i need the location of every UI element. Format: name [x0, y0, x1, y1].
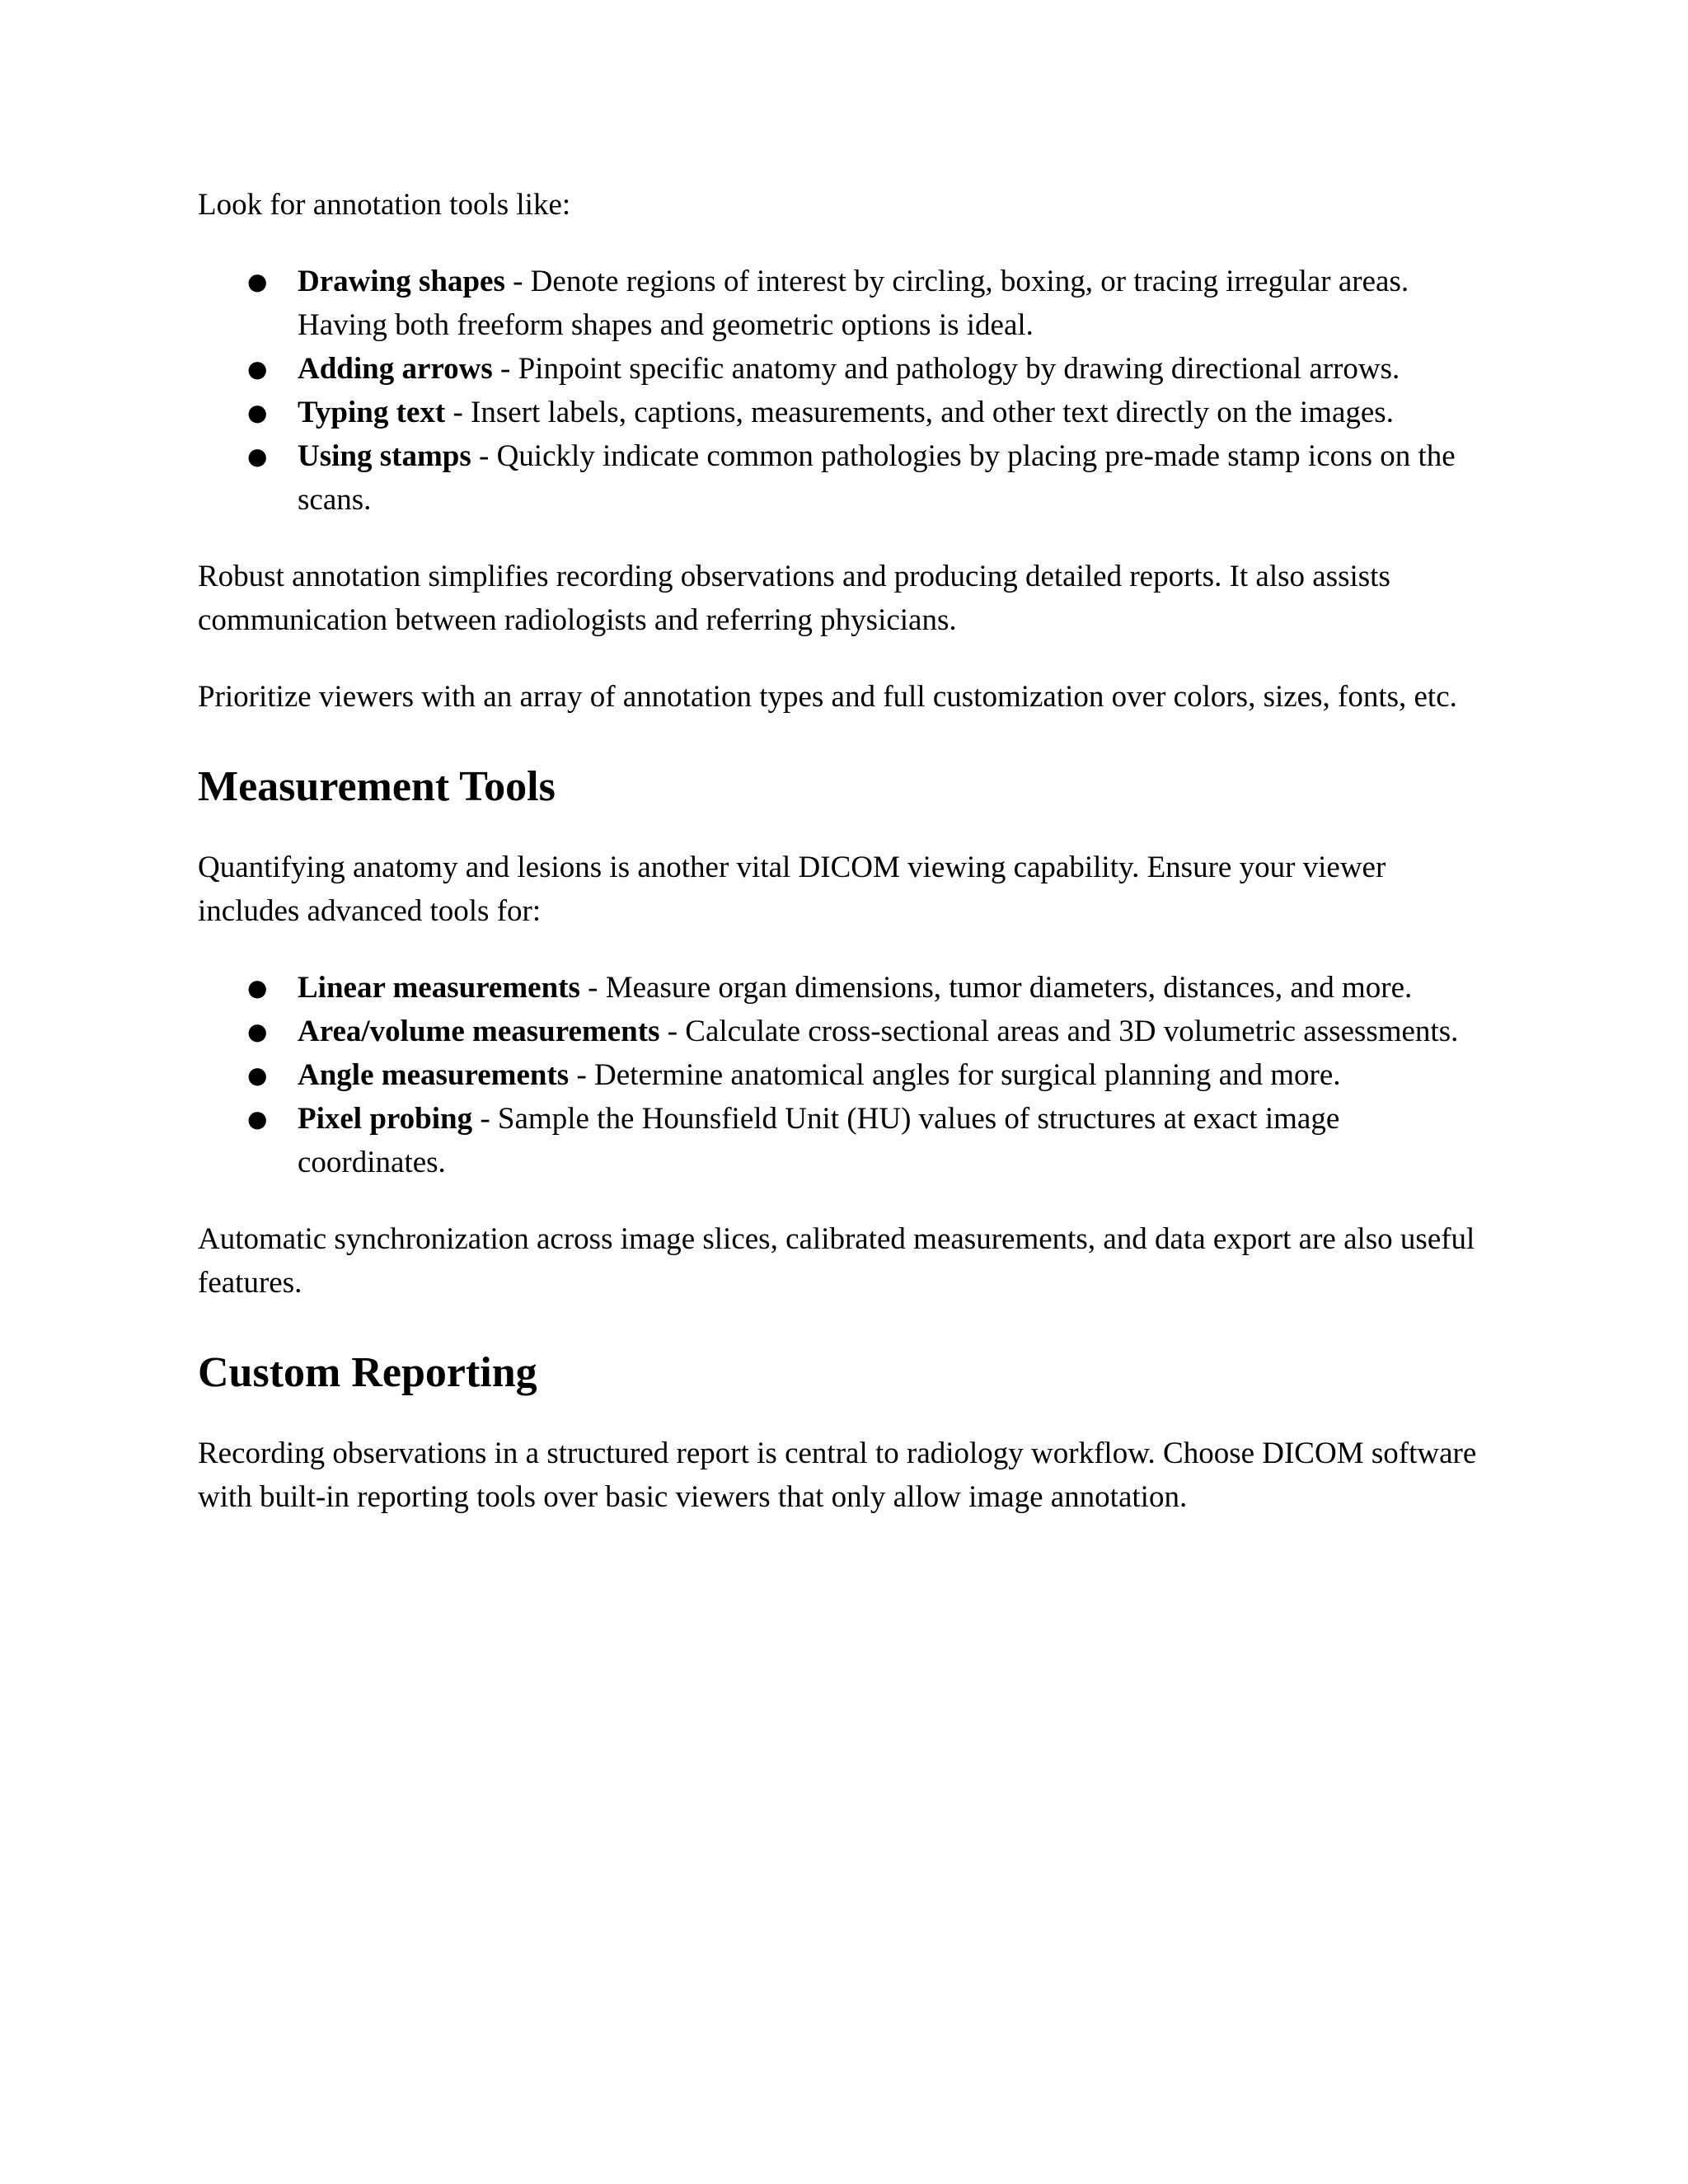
list-item — [198, 1097, 1492, 1184]
measurement-paragraph: Automatic synchronization across image slices, calibrated measurements, and data export are also useful features. — [198, 1222, 1475, 1300]
list-item-desc: - Sample the Hounsfield Unit (HU) values of structures at exact image coordinates. — [298, 1102, 1340, 1179]
reporting-paragraph: Recording observations in a structured report is central to radiology workflow. Choose DICOM software with built-in reporting tools over basic viewers that only allow image annotation. — [198, 1436, 1477, 1514]
list-item — [198, 1053, 1492, 1097]
list-item-desc: - Denote regions of interest by circling, boxing, or tracing irregular areas. Having both freeform shapes and geometric options is ideal. — [298, 265, 1409, 342]
list-item-desc: - Pinpoint specific anatomy and pathology by drawing directional arrows. — [492, 352, 1400, 386]
measurement-tools-heading: Measurement Tools — [198, 763, 556, 810]
bullet-icon: ● — [247, 1018, 268, 1045]
bullet-icon: ● — [247, 1105, 268, 1132]
list-item-term: Using stamps — [298, 439, 471, 473]
annotation-tools-list — [198, 260, 1492, 522]
list-item — [198, 347, 1492, 391]
list-item-term: Typing text — [298, 396, 446, 429]
bullet-icon: ● — [247, 268, 268, 295]
annotation-paragraph-1: Robust annotation simplifies recording observations and producing detailed reports. It also assists communication between radiologists and referring physicians. — [198, 560, 1390, 637]
list-item — [198, 391, 1492, 434]
list-item-desc: - Calculate cross-sectional areas and 3D volumetric assessments. — [659, 1015, 1459, 1048]
list-item-term: Angle measurements — [298, 1058, 570, 1092]
list-item-desc: - Insert labels, captions, measurements, and other text directly on the images. — [445, 396, 1394, 429]
list-item-desc: - Measure organ dimensions, tumor diameters, distances, and more. — [579, 971, 1413, 1005]
bullet-icon: ● — [247, 1062, 268, 1089]
measurement-tools-list — [198, 966, 1492, 1184]
list-item-term: Linear measurements — [298, 971, 580, 1005]
list-item-term: Drawing shapes — [298, 265, 505, 298]
list-item — [198, 260, 1492, 347]
list-item — [198, 1010, 1492, 1053]
list-item-term: Pixel probing — [298, 1102, 473, 1136]
list-item — [198, 434, 1492, 522]
bullet-icon: ● — [247, 399, 268, 426]
list-item-desc: - Determine anatomical angles for surgical planning and more. — [569, 1058, 1341, 1092]
measurement-intro: Quantifying anatomy and lesions is another vital DICOM viewing capability. Ensure your viewer includes advanced tools for: — [198, 851, 1386, 928]
list-item-desc: - Quickly indicate common pathologies by placing pre-made stamp icons on the scans. — [298, 439, 1456, 517]
bullet-icon: ● — [247, 355, 268, 382]
bullet-icon: ● — [247, 974, 268, 1001]
list-item — [198, 966, 1492, 1010]
list-item-term: Adding arrows — [298, 352, 493, 386]
list-item-term: Area/volume measurements — [298, 1015, 660, 1048]
document-page — [198, 183, 1492, 1519]
annotation-intro: Look for annotation tools like: — [198, 188, 571, 222]
annotation-paragraph-2: Prioritize viewers with an array of annotation types and full customization over colors, sizes, fonts, etc. — [198, 680, 1457, 714]
custom-reporting-heading: Custom Reporting — [198, 1349, 537, 1396]
bullet-icon: ● — [247, 443, 268, 470]
